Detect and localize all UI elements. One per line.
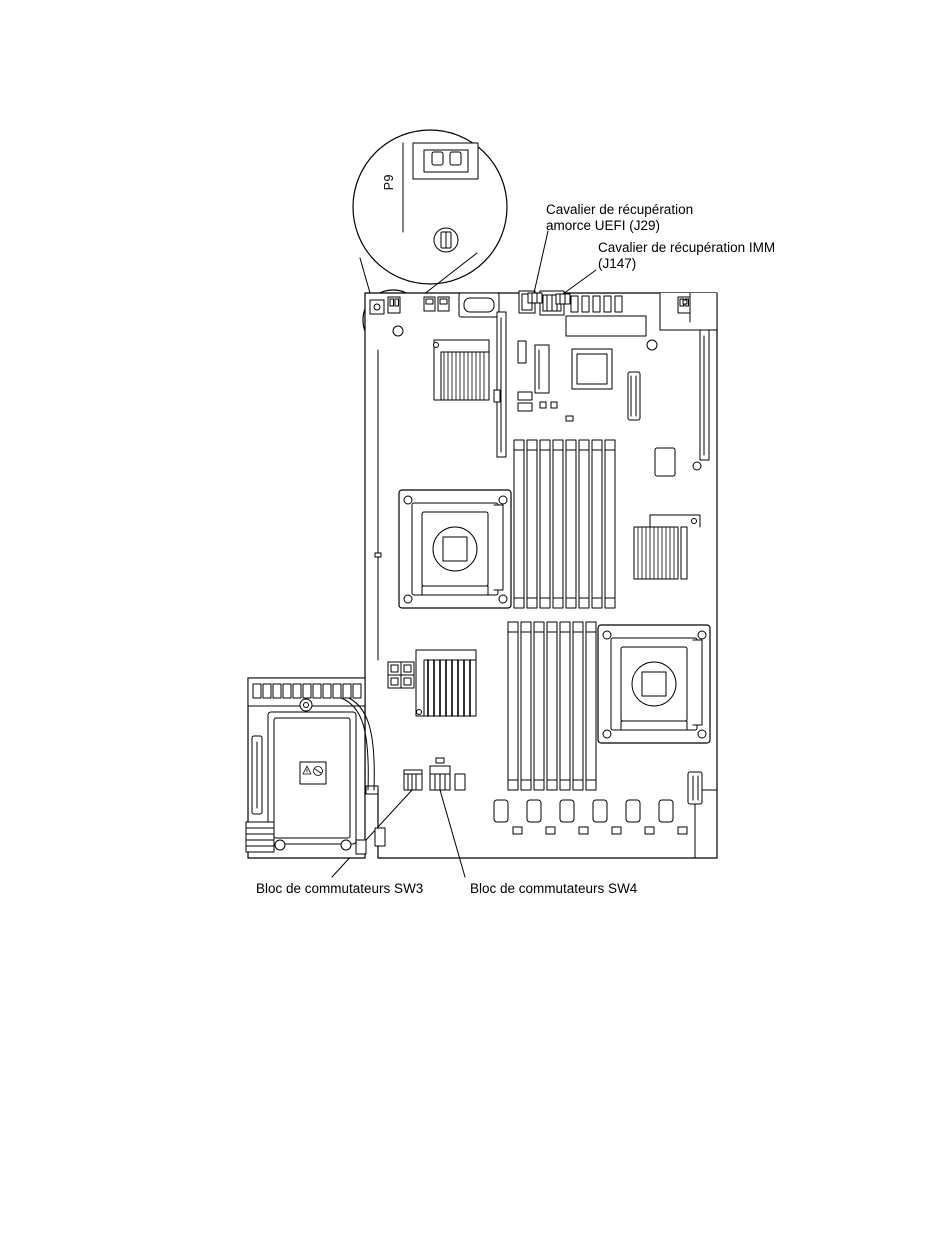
connector-label-p9: P9 xyxy=(382,174,396,191)
jumper-block-j147 xyxy=(556,294,570,304)
power-connector xyxy=(388,662,414,688)
riser-slot-left xyxy=(497,312,506,457)
callout-imm-line1: Cavalier de récupération IMM xyxy=(598,240,776,255)
magnifier-round-component xyxy=(434,228,458,252)
drive-backplane-assembly xyxy=(246,678,374,858)
callout-label-imm-jumper xyxy=(598,240,775,272)
voltage-regulator-bottom-left xyxy=(416,650,476,716)
callout-label-uefi-jumper xyxy=(546,202,693,234)
switch-block-sw3 xyxy=(404,770,422,790)
label-marker-small xyxy=(436,758,444,763)
callout-uefi-line2: amorce UEFI (J29) xyxy=(546,218,661,233)
callout-label-switch-block-sw3: Bloc de commutateurs SW3 xyxy=(256,881,424,896)
dimm-slots-lower xyxy=(508,622,596,790)
callout-uefi-line1: Cavalier de récupération xyxy=(546,202,694,217)
cpu-socket-1 xyxy=(399,490,511,608)
callout-label-switch-block-sw4: Bloc de commutateurs SW4 xyxy=(470,881,638,896)
jumper-block-j29 xyxy=(528,293,542,303)
cpu-socket-2 xyxy=(598,625,710,743)
callout-imm-line2: (J147) xyxy=(598,256,637,271)
